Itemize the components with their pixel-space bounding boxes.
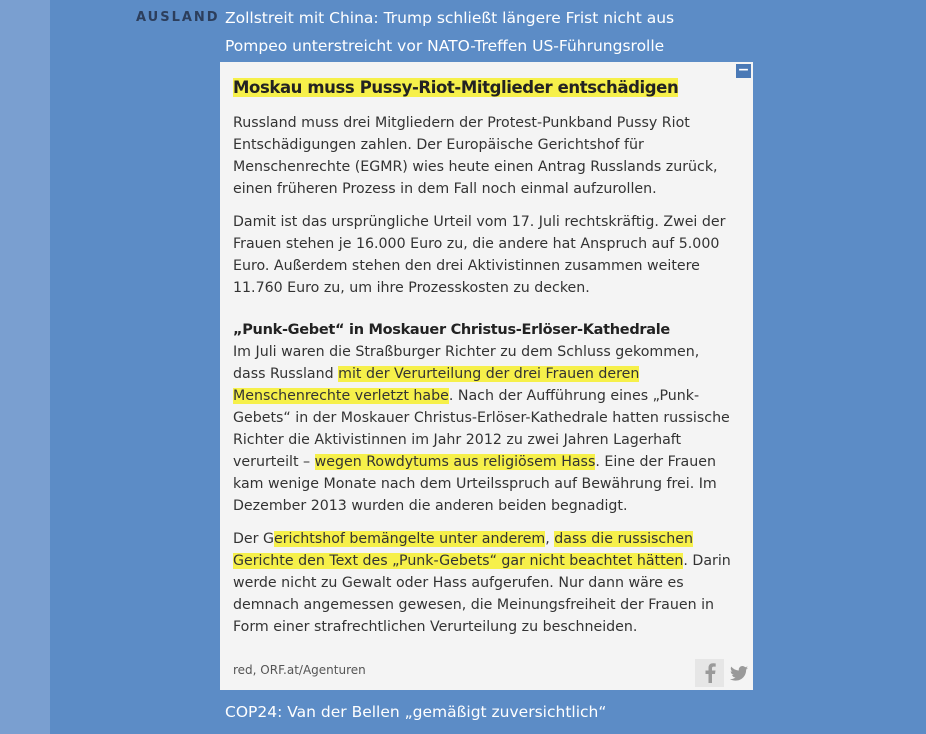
share-bar <box>695 659 753 687</box>
facebook-share-button[interactable] <box>695 659 724 687</box>
article-paragraph-3 <box>233 341 731 517</box>
p3-highlight-2: wegen Rowdytums aus religiösem Hass <box>314 454 596 470</box>
article-title <box>233 76 731 100</box>
twitter-icon <box>730 666 748 681</box>
section-label: AUSLAND <box>136 10 220 25</box>
p4-highlight-1: erichtshof bemängelte unter anderem <box>274 531 546 547</box>
article-paragraph-2: Damit ist das ursprüngliche Urteil vom 17. Juli rechtskräftig. Zwei der Frauen stehen je 16.000 Euro zu, die andere hat Anspruch auf 5.000 Euro. Außerdem stehen den drei Aktivistinnen zusammen weitere 11.760 Euro zu, um ihre Prozesskosten zu decken. <box>233 214 726 296</box>
expanded-article <box>220 62 753 690</box>
p3-text-b: . Nach der Aufführung eines „Punk-Gebets“ in der Moskauer Christus-Erlöser-Kathedrale hatten russische Richter die Aktivistinnen im Jahr 2012 zu zwei Jahren Lagerhaft verurteilt – <box>233 388 730 470</box>
p3-text-c: . Eine der Frauen kam wenige Monate nach dem Urteilsspruch auf Bewährung frei. Im Dezember 2013 wurden die anderen beiden begnadigt. <box>233 454 717 514</box>
article-paragraph-1: Russland muss drei Mitgliedern der Protest-Punkband Pussy Riot Entschädigungen zahlen. Der Europäische Gerichtshof für Menschenrechte (EGMR) wies heute einen Antrag Russlands zurück, einen früheren Prozess in dem Fall noch einmal aufzurollen. <box>233 115 718 197</box>
twitter-share-button[interactable] <box>724 659 753 687</box>
p3-highlight-1: mit der Verurteilung der drei Frauen deren Menschenrechte verletzt habe <box>233 366 640 404</box>
p4-text-a: Der G <box>233 531 274 547</box>
article-title-text: Moskau muss Pussy-Riot-Mitglieder entschädigen <box>233 78 679 97</box>
left-margin <box>0 0 50 734</box>
headline-link-trade-dispute[interactable]: Zollstreit mit China: Trump schließt längere Frist nicht aus <box>225 9 675 27</box>
headline-link-cop24[interactable]: COP24: Van der Bellen „gemäßigt zuversichtlich“ <box>225 703 607 721</box>
article-paragraph-4 <box>233 528 731 638</box>
p4-text-c: . Darin werde nicht zu Gewalt oder Hass aufgerufen. Nur dann wäre es demnach angemessen gewesen, die Meinungsfreiheit der Frauen in Form einer strafrechtlichen Verurteilung zu beschneiden. <box>233 553 731 635</box>
p3-text-a: Im Juli waren die Straßburger Richter zu dem Schluss gekommen, dass Russland <box>233 344 700 382</box>
article-subheading: „Punk-Gebet“ in Moskauer Christus-Erlöser-Kathedrale <box>233 322 670 338</box>
p4-text-b: , <box>545 531 555 547</box>
article-source: red, ORF.at/Agenturen <box>233 663 366 677</box>
headline-link-pompeo[interactable]: Pompeo unterstreicht vor NATO-Treffen US-Führungsrolle <box>225 37 665 55</box>
facebook-icon <box>703 663 717 683</box>
collapse-button[interactable]: − <box>737 62 750 78</box>
p4-highlight-2: dass die russischen Gerichte den Text des „Punk-Gebets“ gar nicht beachtet hätten <box>233 531 693 569</box>
